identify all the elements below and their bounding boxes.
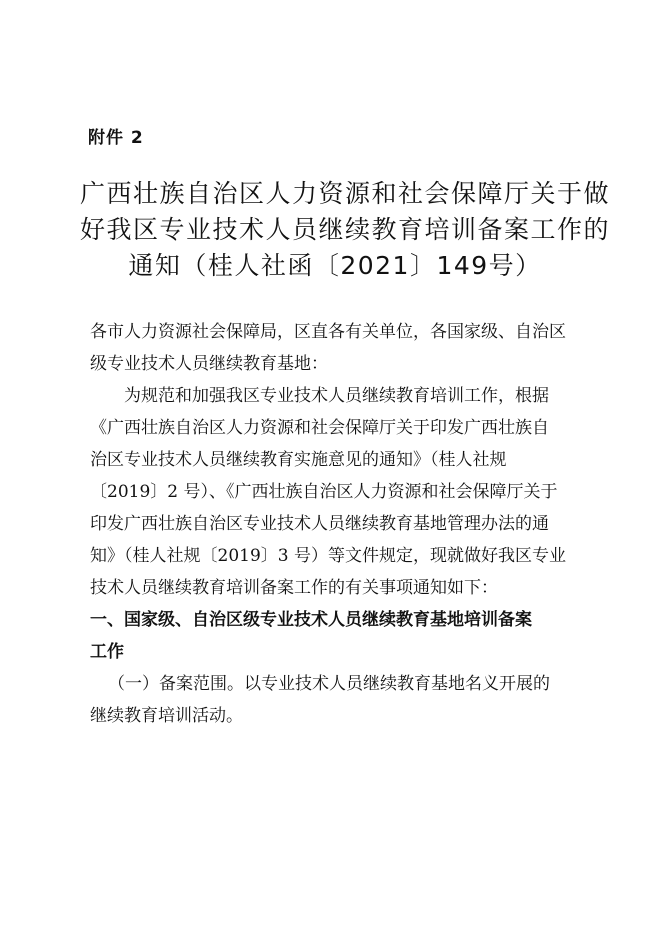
title-line: 好我区专业技术人员继续教育培训备案工作的 [80,215,611,244]
document-body [90,316,578,732]
section-1-heading [90,604,578,668]
salutation-paragraph [90,316,578,380]
intro-line: 〔2019〕2 号）、《广西壮族自治区人力资源和社会保障厅关于 [90,482,558,502]
intro-line: 知》（桂人社规〔2019〕3 号）等文件规定，现就做好我区专业 [90,546,566,566]
salutation-line: 各市人力资源社会保障局，区直各有关单位，各国家级、自治区 [90,322,566,342]
subsection-1-paragraph [90,668,578,732]
document-title [80,176,611,284]
intro-line: 治区专业技术人员继续教育实施意见的通知》（桂人社规 [90,450,507,470]
subsection-line: （一）备案范围。以专业技术人员继续教育基地名义开展的 [108,674,550,694]
title-line: 广西壮族自治区人力资源和社会保障厅关于做 [80,179,611,208]
section-heading-line: 工作 [90,642,124,662]
intro-line: 技术人员继续教育培训备案工作的有关事项通知如下： [90,578,498,598]
title-line: 通知（桂人社函〔2021〕149号） [128,251,542,280]
intro-line: 印发广西壮族自治区专业技术人员继续教育基地管理办法的通 [90,514,549,534]
intro-line: 《广西壮族自治区人力资源和社会保障厅关于印发广西壮族自 [90,418,549,438]
section-heading-line: 一、国家级、自治区级专业技术人员继续教育基地培训备案 [90,610,532,630]
subsection-line: 继续教育培训活动。 [90,706,243,726]
intro-paragraph [90,380,578,604]
intro-line: 为规范和加强我区专业技术人员继续教育培训工作，根据 [124,386,549,406]
attachment-label: 附件 2 [88,128,144,148]
salutation-line: 级专业技术人员继续教育基地： [90,354,328,374]
